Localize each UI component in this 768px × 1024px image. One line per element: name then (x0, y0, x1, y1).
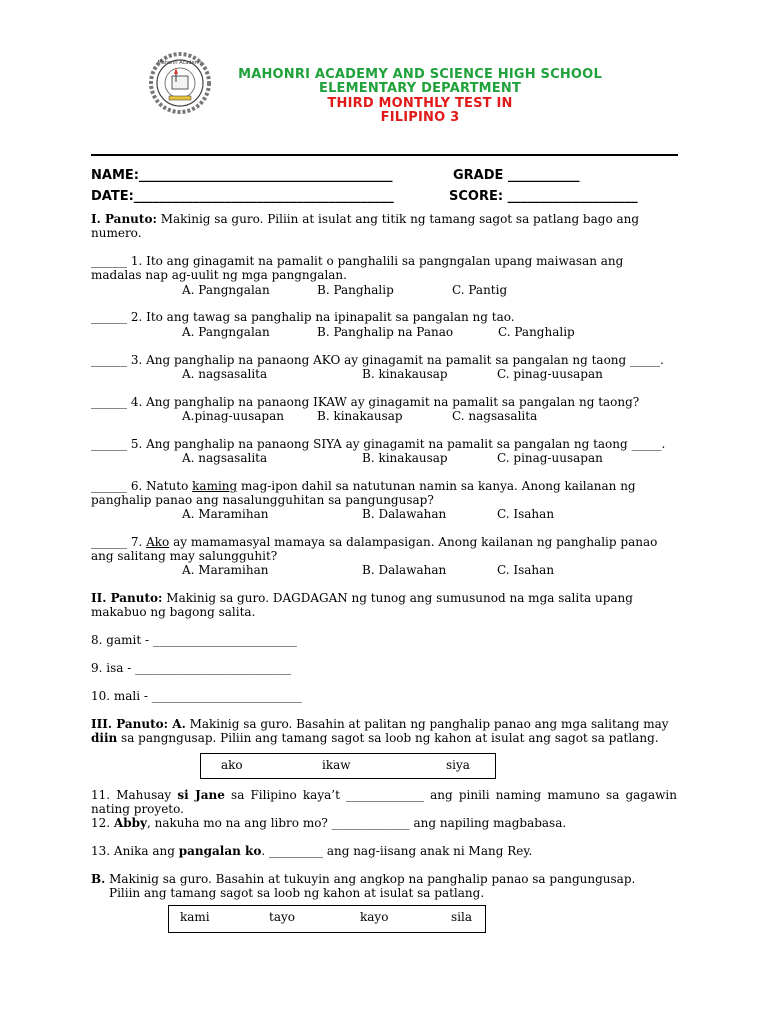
school-name: MAHONRI ACADEMY AND SCIENCE HIGH SCHOOL (238, 67, 602, 82)
q5-option-b: B. kinakausap (362, 451, 448, 465)
choice-kayo: kayo (360, 910, 389, 924)
choice-siya: siya (446, 758, 470, 772)
q7-option-b: B. Dalawahan (362, 563, 447, 577)
part3-instructions: III. Panuto: A. Makinig sa guro. Basahin at palitan ng panghalip panao ang mga salitang may diin sa pangngusap. Piliin ang tamang sagot sa loob ng kahon at isulat ang sagot sa patlang. (91, 717, 669, 745)
q2-option-b: B. Panghalip na Panao (317, 325, 454, 339)
q2-option-c: C. Panghalip (498, 325, 575, 339)
question-5: ______ 5. Ang panghalip na panaong SIYA ay ginagamit na pamalit sa pangalan ng taong _____. (91, 437, 666, 451)
item-9: 9. isa - __________________________ (91, 661, 292, 675)
part3b-instructions-line2: Piliin ang tamang sagot sa loob ng kahon at isulat sa patlang. (109, 886, 485, 900)
question-13: 13. Anika ang pangalan ko. _________ ang nag-iisang anak ni Mang Rey. (91, 844, 533, 858)
choice-box-b (168, 905, 486, 933)
choice-ako: ako (221, 758, 243, 772)
svg-text:Mahonri Academy: Mahonri Academy (157, 60, 203, 66)
department-name: ELEMENTARY DEPARTMENT (318, 81, 522, 96)
school-logo (144, 52, 216, 114)
part1-instructions: I. Panuto: Makinig sa guro. Piliin at isulat ang titik ng tamang sagot sa patlang bago ang numero. (91, 212, 640, 240)
date-field[interactable]: DATE:________________________________________ (91, 189, 394, 204)
q3-option-b: B. kinakausap (362, 367, 448, 381)
q6-option-a: A. Maramihan (182, 507, 269, 521)
part2-instructions: II. Panuto: Makinig sa guro. DAGDAGAN ng tunog ang sumusunod na mga salita upang makabuo ng bagong salita. (91, 591, 633, 619)
question-11: 11. Mahusay si Jane sa Filipino kaya’t _____________ ang pinili naming mamuno sa gagawin nating proyeto. (91, 788, 677, 816)
q1-option-a: A. Pangngalan (182, 283, 270, 297)
choice-box-a (200, 753, 496, 779)
q6-option-c: C. Isahan (497, 507, 555, 521)
item-10: 10. mali - _________________________ (91, 689, 302, 703)
grade-field[interactable]: GRADE ___________ (453, 168, 580, 183)
choice-kami: kami (180, 910, 210, 924)
q5-option-a: A. nagsasalita (182, 451, 268, 465)
q5-option-c: C. pinag-uusapan (497, 451, 603, 465)
name-field[interactable]: NAME:_______________________________________ (91, 168, 393, 183)
q2-option-a: A. Pangngalan (182, 325, 270, 339)
item-8: 8. gamit - ________________________ (91, 633, 297, 647)
header-divider (91, 154, 678, 156)
q4-option-a: A.pinag-uusapan (182, 409, 284, 423)
question-6: ______ 6. Natuto kaming mag-ipon dahil sa natutunan namin sa kanya. Anong kailanan ng panghalip panao ang nasalungguhitan sa pangungusap? (91, 479, 636, 507)
q3-option-c: C. pinag-uusapan (497, 367, 603, 381)
question-12: 12. Abby, nakuha mo na ang libro mo? _____________ ang napiling magbabasa. (91, 816, 567, 830)
question-3: ______ 3. Ang panghalip na panaong AKO ay ginagamit na pamalit sa pangalan ng taong _____. (91, 353, 664, 367)
question-2: ______ 2. Ito ang tawag sa panghalip na ipinapalit sa pangalan ng tao. (91, 310, 515, 324)
q3-option-a: A. nagsasalita (182, 367, 268, 381)
question-7: ______ 7. Ako ay mamamasyal mamaya sa dalampasigan. Anong kailanan ng panghalip panao ang salitang may salungguhit? (91, 535, 658, 563)
score-field[interactable]: SCORE: ____________________ (449, 189, 638, 204)
subject-title: FILIPINO 3 (380, 110, 460, 125)
test-title: THIRD MONTHLY TEST IN (327, 96, 513, 111)
choice-ikaw: ikaw (322, 758, 351, 772)
q4-option-b: B. kinakausap (317, 409, 403, 423)
q7-option-c: C. Isahan (497, 563, 555, 577)
q6-option-b: B. Dalawahan (362, 507, 447, 521)
choice-sila: sila (451, 910, 472, 924)
q4-option-c: C. nagsasalita (452, 409, 538, 423)
part3b-instructions: B. Makinig sa guro. Basahin at tukuyin ang angkop na panghalip panao sa pangungusap. (91, 872, 636, 886)
question-1: ______ 1. Ito ang ginagamit na pamalit o panghalili sa pangngalan upang maiwasan ang madalas nap ag-uulit ng mga pangngalan. (91, 254, 624, 282)
choice-tayo: tayo (269, 910, 295, 924)
q7-option-a: A. Maramihan (182, 563, 269, 577)
q1-option-c: C. Pantig (452, 283, 508, 297)
question-4: ______ 4. Ang panghalip na panaong IKAW ay ginagamit na pamalit sa pangalan ng taong? (91, 395, 640, 409)
q1-option-b: B. Panghalip (317, 283, 394, 297)
